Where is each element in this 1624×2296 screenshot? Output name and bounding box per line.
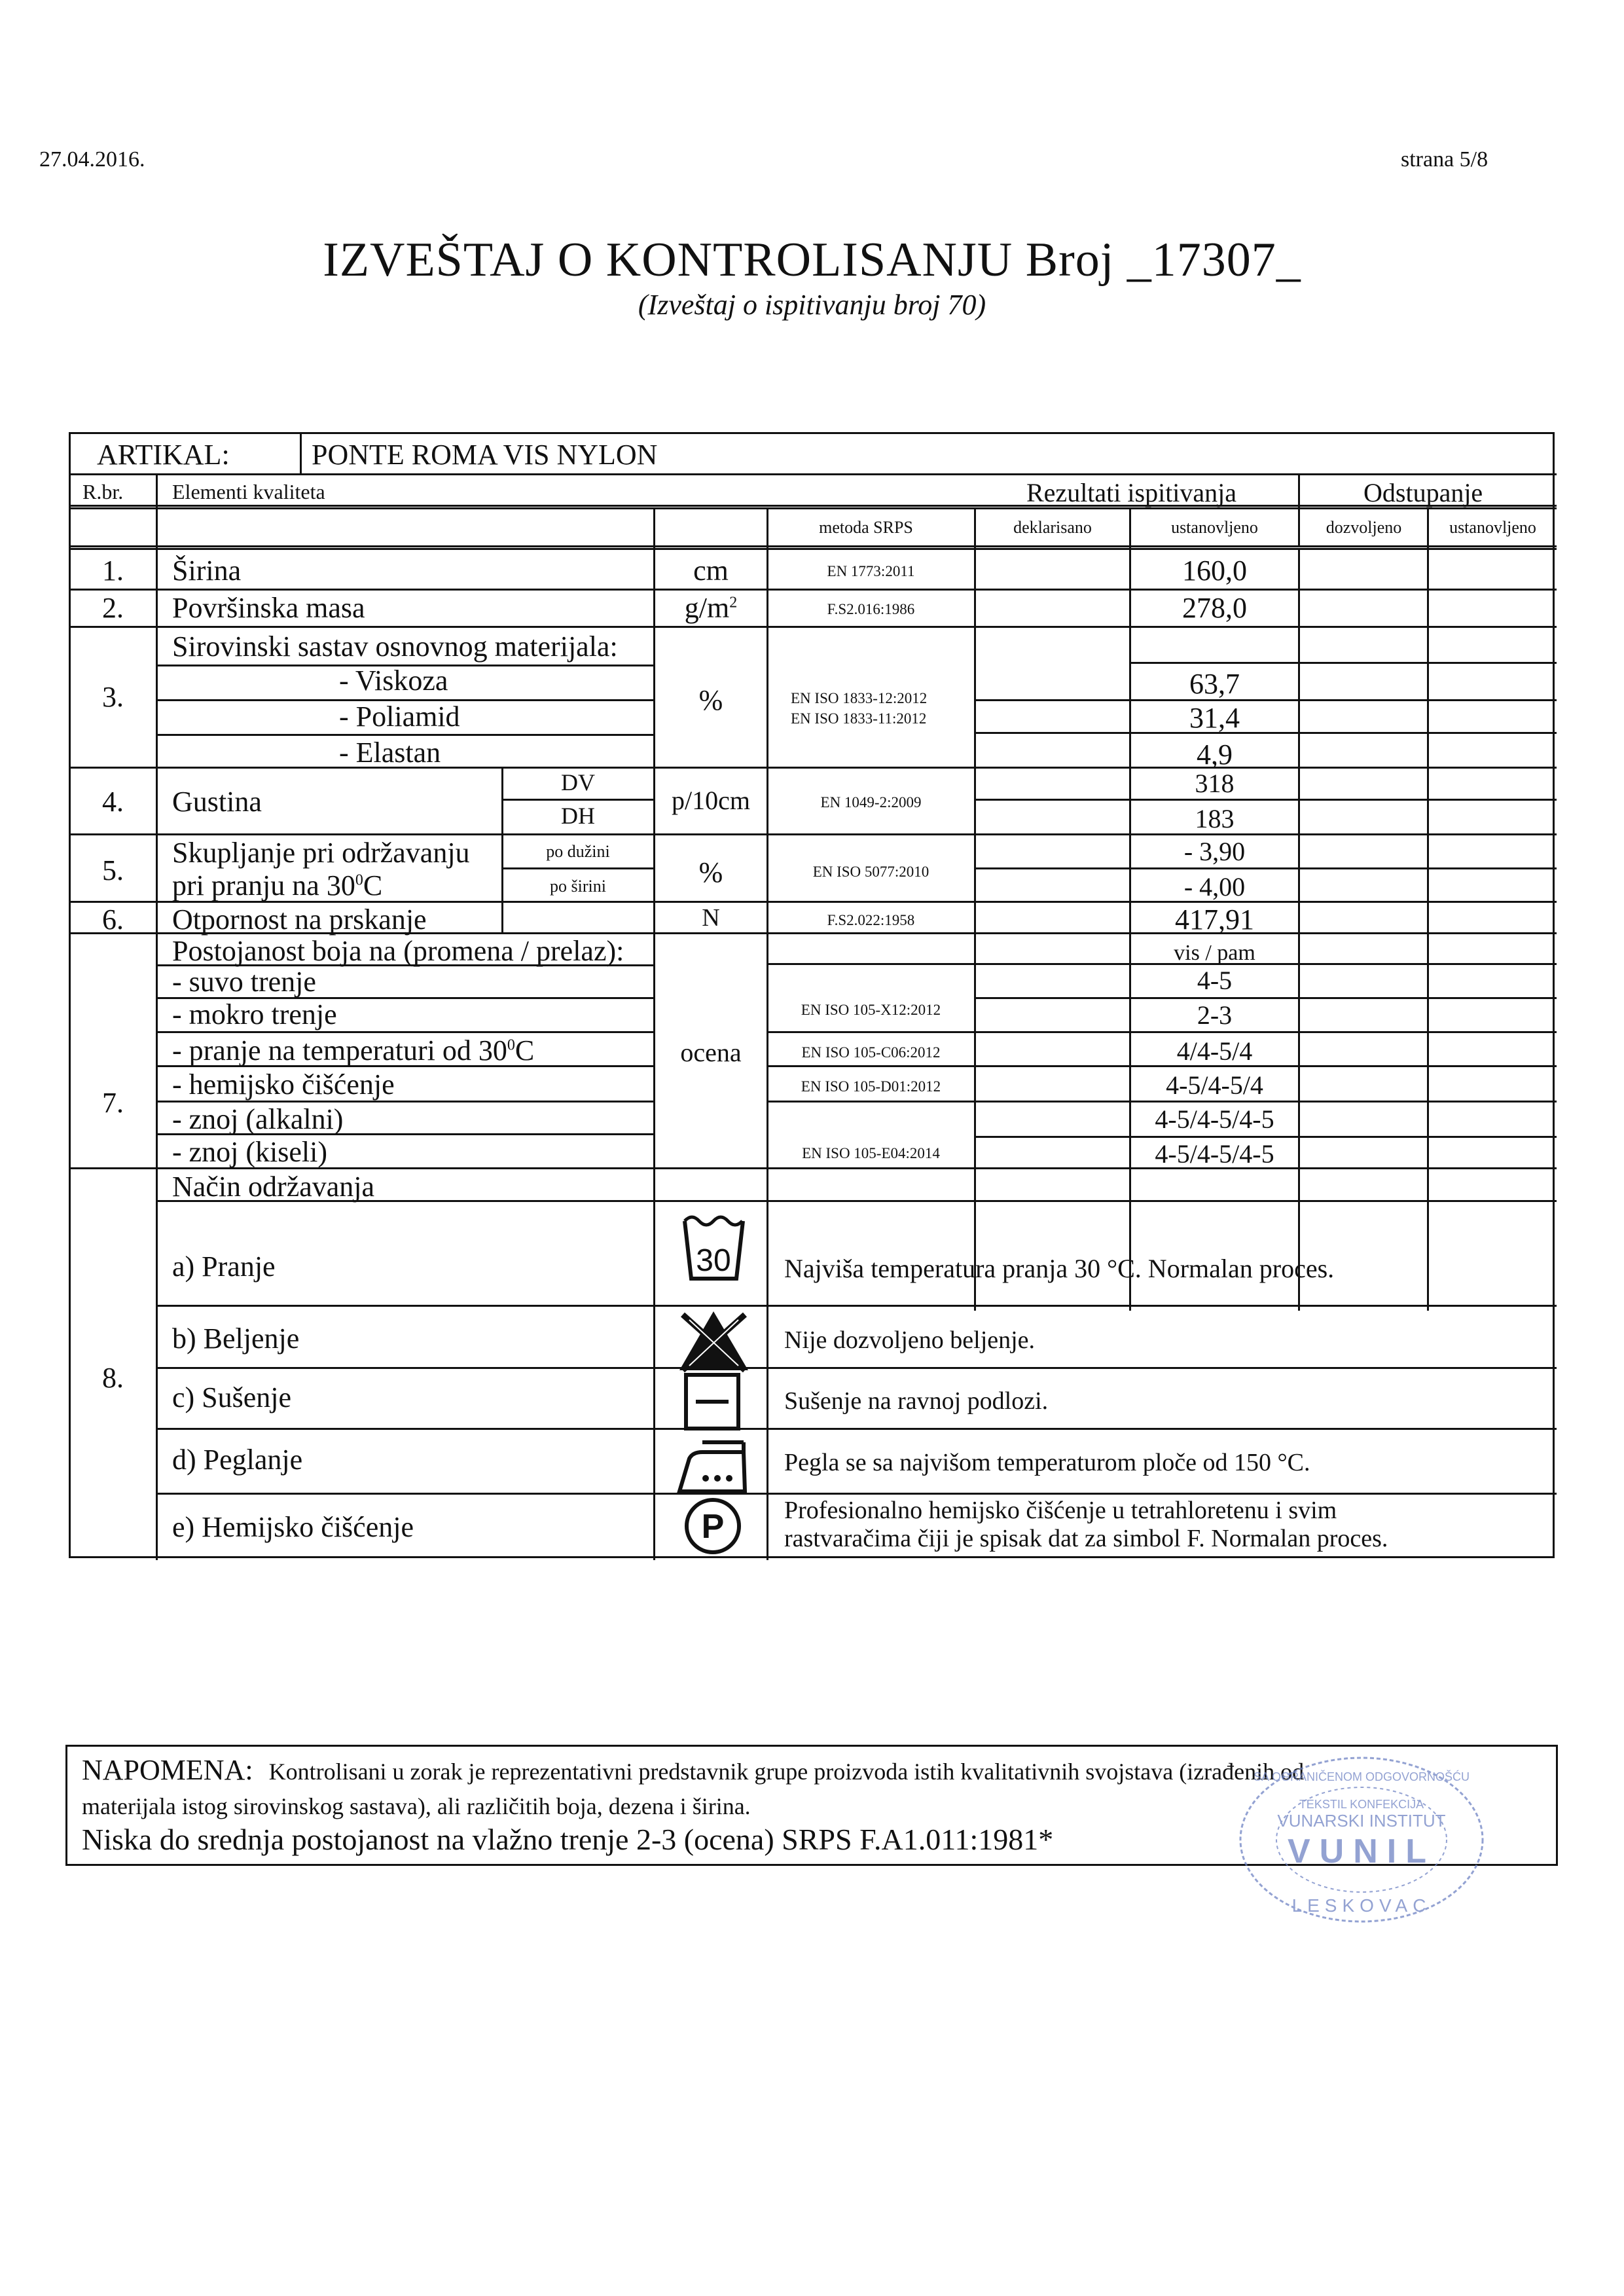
col-rezultati: Rezultati ispitivanja xyxy=(1026,478,1237,507)
row7-mokro-value: 2-3 xyxy=(1197,1000,1233,1030)
row3-poliamid: - Poliamid xyxy=(339,701,460,733)
care-peglanje-label: d) Peglanje xyxy=(172,1444,303,1476)
row5-name1: Skupljanje pri održavanju xyxy=(172,837,470,869)
row4-dv: DV xyxy=(561,769,595,795)
row5-no: 5. xyxy=(102,854,124,886)
row4-dh-value: 183 xyxy=(1195,804,1235,833)
row5-unit: % xyxy=(698,856,723,888)
row1-method: EN 1773:2011 xyxy=(827,563,915,579)
row1-unit: cm xyxy=(693,555,729,587)
col-deklarisano: deklarisano xyxy=(1013,518,1092,537)
col-dozvoljeno: dozvoljeno xyxy=(1326,518,1402,537)
row2-name: Površinska masa xyxy=(172,592,365,624)
artikal-label: ARTIKAL: xyxy=(97,439,230,471)
row6-value: 417,91 xyxy=(1175,903,1254,936)
report-date: 27.04.2016. xyxy=(39,147,145,172)
results-table xyxy=(69,432,1555,1558)
row5-duzini-value: - 3,90 xyxy=(1183,837,1246,866)
row7-suvo: - suvo trenje xyxy=(172,966,316,998)
row4-method: EN 1049-2:2009 xyxy=(820,794,922,811)
row2-unit: $g/m^2$ xyxy=(684,592,738,624)
row7-mokro: - mokro trenje xyxy=(172,998,337,1030)
row7-method-x12: EN ISO 105-X12:2012 xyxy=(801,1002,941,1018)
row1-value: 160,0 xyxy=(1182,555,1247,587)
row2-value: 278,0 xyxy=(1182,592,1247,624)
report-title: IZVEŠTAJ O KONTROLISANJU Broj _17307_ xyxy=(323,233,1301,287)
iron-icon xyxy=(673,1436,751,1498)
care-susenje-label: c) Sušenje xyxy=(172,1381,292,1413)
row7-unit: ocena xyxy=(680,1038,742,1067)
row7-znoj-alkalni-value: 4-5/4-5/4-5 xyxy=(1155,1104,1274,1134)
col-ustanovljeno2: ustanovljeno xyxy=(1449,518,1536,537)
row4-dh: DH xyxy=(561,803,595,829)
row7-method-c06: EN ISO 105-C06:2012 xyxy=(801,1044,941,1061)
row1-name: Širina xyxy=(172,555,242,587)
row7-name: Postojanost boja na (promena / prelaz): xyxy=(172,935,624,967)
row1-no: 1. xyxy=(102,555,124,587)
row7-pranje-value: 4/4-5/4 xyxy=(1176,1036,1253,1066)
care-hemijsko-desc2: rastvaračima čiji je spisak dat za simbol F. Normalan proces. xyxy=(784,1525,1388,1552)
row3-unit: % xyxy=(698,684,723,716)
row7-znoj-kiseli-value: 4-5/4-5/4-5 xyxy=(1155,1139,1274,1169)
note-label: NAPOMENA: xyxy=(82,1754,253,1786)
row8-no: 8. xyxy=(102,1362,124,1394)
row5-po-duzini: po dužini xyxy=(546,842,610,861)
care-pranje-desc: Najviša temperatura pranja 30 °C. Normalan proces. xyxy=(784,1254,1335,1283)
row3-method1: EN ISO 1833-12:2012 xyxy=(791,690,928,706)
svg-text:LESKOVAC: LESKOVAC xyxy=(1291,1895,1432,1916)
row7-method-d01: EN ISO 105-D01:2012 xyxy=(801,1078,941,1095)
row6-name: Otpornost na prskanje xyxy=(172,903,427,936)
row7-hemijsko: - hemijsko čišćenje xyxy=(172,1068,395,1101)
care-hemijsko-desc1: Profesionalno hemijsko čišćenje u tetrahloretenu i svim xyxy=(784,1497,1337,1524)
artikal-value: PONTE ROMA VIS NYLON xyxy=(312,439,658,471)
row4-name: Gustina xyxy=(172,786,262,818)
row4-dv-value: 318 xyxy=(1195,769,1235,798)
care-pranje-label: a) Pranje xyxy=(172,1250,276,1283)
note-line2: materijala istog sirovinskog sastava), ali različitih boja, dezena i širina. xyxy=(82,1793,751,1819)
row6-unit: N xyxy=(702,904,720,932)
row8-name: Način održavanja xyxy=(172,1171,375,1203)
care-susenje-desc: Sušenje na ravnoj podlozi. xyxy=(784,1387,1049,1415)
row7-znoj-kiseli: - znoj (kiseli) xyxy=(172,1136,328,1168)
care-beljenje-label: b) Beljenje xyxy=(172,1322,300,1355)
row2-method: F.S2.016:1986 xyxy=(827,601,915,617)
note-line3: Niska do srednja postojanost na vlažno trenje 2-3 (ocena) SRPS F.A1.011:1981* xyxy=(82,1823,1054,1856)
row5-po-sirini: po širini xyxy=(550,877,606,896)
washtub-30-icon xyxy=(679,1213,748,1285)
institute-stamp xyxy=(1231,1748,1492,1944)
row3-poliamid-value: 31,4 xyxy=(1189,702,1240,734)
svg-text:30: 30 xyxy=(696,1243,731,1278)
svg-text:TEKSTIL KONFEKCIJA: TEKSTIL KONFEKCIJA xyxy=(1299,1798,1424,1811)
row3-elastan-value: 4,9 xyxy=(1197,738,1233,771)
row6-no: 6. xyxy=(102,903,124,936)
row3-method2: EN ISO 1833-11:2012 xyxy=(791,710,927,727)
row6-method: F.S2.022:1958 xyxy=(827,912,915,928)
col-rbr: R.br. xyxy=(82,480,124,503)
svg-text:VUNIL: VUNIL xyxy=(1288,1832,1435,1870)
row3-name: Sirovinski sastav osnovnog materijala: xyxy=(172,630,618,663)
care-peglanje-desc: Pegla se sa najvišom temperaturom ploče od 150 °C. xyxy=(784,1449,1310,1476)
note-line1: Kontrolisani u zorak je reprezentativni predstavnik grupe proizvoda istih kvalitativnih svojstava (izrađenih od xyxy=(268,1758,1305,1785)
dryclean-p-icon xyxy=(683,1496,743,1556)
flat-dry-icon xyxy=(683,1372,742,1432)
report-subtitle: (Izveštaj o ispitivanju broj 70) xyxy=(638,289,986,321)
row3-viskoza-value: 63,7 xyxy=(1189,668,1240,700)
svg-text:SA OGRANIČENOM ODGOVORNOŠĆU: SA OGRANIČENOM ODGOVORNOŠĆU xyxy=(1253,1770,1470,1783)
care-beljenje-desc: Nije dozvoljeno beljenje. xyxy=(784,1326,1036,1354)
row5-method: EN ISO 5077:2010 xyxy=(812,864,929,880)
row7-method-e04: EN ISO 105-E04:2014 xyxy=(802,1145,940,1161)
row7-pranje: - pranje na temperaturi od $30^0C$ xyxy=(172,1034,535,1066)
row3-no: 3. xyxy=(102,681,124,713)
row7-head-value: vis / pam xyxy=(1174,941,1255,965)
row3-viskoza: - Viskoza xyxy=(339,665,448,697)
row7-no: 7. xyxy=(102,1087,124,1119)
row7-hemijsko-value: 4-5/4-5/4 xyxy=(1166,1070,1263,1100)
row5-name2: pri pranju na $30^0C$ xyxy=(172,869,383,902)
row3-elastan: - Elastan xyxy=(339,737,441,769)
row7-znoj-alkalni: - znoj (alkalni) xyxy=(172,1103,344,1135)
svg-text:VUNARSKI INSTITUT: VUNARSKI INSTITUT xyxy=(1277,1811,1446,1831)
col-metoda: metoda SRPS xyxy=(819,518,913,537)
no-bleach-icon xyxy=(676,1308,751,1374)
svg-text:P: P xyxy=(701,1508,725,1546)
row7-suvo-value: 4-5 xyxy=(1197,966,1233,995)
col-odstupanje: Odstupanje xyxy=(1363,478,1483,507)
col-elementi: Elementi kvaliteta xyxy=(172,480,325,503)
row5-sirini-value: - 4,00 xyxy=(1183,872,1246,902)
row4-no: 4. xyxy=(102,786,124,818)
row2-no: 2. xyxy=(102,592,124,624)
row4-unit: p/10cm xyxy=(672,786,750,815)
care-hemijsko-label: e) Hemijsko čišćenje xyxy=(172,1511,414,1543)
col-ustanovljeno: ustanovljeno xyxy=(1171,518,1258,537)
page-number: strana 5/8 xyxy=(1401,147,1489,172)
